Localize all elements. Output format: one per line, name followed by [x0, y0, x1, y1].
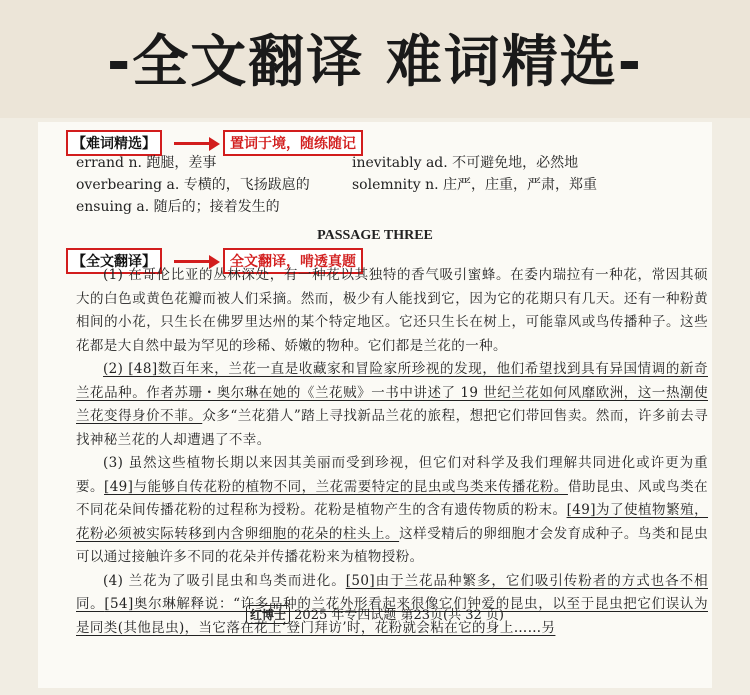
vocab-left-column [76, 152, 310, 218]
sentence: (4) 兰花为了吸引昆虫和鸟类而进化。 [103, 572, 346, 589]
translation-tag: 【全文翻译】 [66, 248, 162, 274]
underlined-sentence: [54]奥尔琳解释说：“许多品种的兰花外形看起来很像它们钟爱的昆虫，以至于昆虫把它们误认为是同类(其他昆虫)，当它落在花上‘登门拜访’时，花粉就会粘在它的身上……另 [76, 596, 708, 636]
vocab-note: 置词于境，随练随记 [223, 130, 363, 156]
arrow-icon [174, 142, 210, 145]
vocab-item: ensuing a. 随后的；接着发生的 [76, 199, 280, 215]
passage-body [76, 264, 708, 640]
passage-title: PASSAGE THREE [317, 228, 433, 243]
vocab-item: solemnity n. 庄严，庄重，严肃，郑重 [352, 177, 598, 193]
paragraph-1: (1) 在哥伦比亚的丛林深处，有一种花以其独特的香气吸引蜜蜂。在委内瑞拉有一种花，常因其硕大的白色或黄色花瓣而被人们采摘。然而，极少有人能找到它，因为它的花期只有几天。还有一种粉黄相间的小花，只生长在佛罗里达州的某个特定地区。它还只生长在树上，可能靠风或鸟传播种子。这些花都是大自然中最为罕见的珍稀、娇嫩的物种。它们都是兰花的一种。 [76, 267, 708, 354]
banner [0, 0, 750, 118]
underlined-sentence: [49]与能够自传花粉的植物不同，兰花需要特定的昆虫或鸟类来传播花粉。 [104, 478, 568, 495]
page-footer [38, 604, 712, 624]
paragraph-2 [76, 358, 708, 452]
vocab-tag: 【难词精选】 [66, 130, 162, 156]
footer-text: 2025 年专四试题 第23页(共 32 页) [294, 608, 504, 623]
document-page [38, 122, 712, 688]
underlined-sentence: [50]由于兰花品种繁多，它们吸引传粉者的方式也各不相同。 [76, 572, 708, 612]
underlined-sentence: (2) [48]数百年来，兰花一直是收藏家和冒险家所珍视的发现，他们希望找到具有异国情调的新奇兰花品种。作者苏珊・奥尔琳在她的《兰花贼》一书中讲述了 19 世纪兰花如何风靡欧洲，这一热潮使兰花变得身价不菲。 [76, 361, 708, 424]
sentence: 这样受精后的卵细胞才会发育成种子。鸟类和昆虫可以通过接触许多不同的花朵并传播花粉来为植物授粉。 [76, 525, 708, 565]
vocab-item: overbearing a. 专横的，飞扬跋扈的 [76, 177, 310, 193]
vocab-item: errand n. 跑腿，差事 [76, 155, 217, 171]
vocab-right-column [352, 152, 597, 196]
arrow-icon [174, 260, 210, 263]
paragraph-3 [76, 452, 708, 570]
vocab-item: inevitably ad. 不可避免地，必然地 [352, 155, 579, 171]
sentence: 借助昆虫、风或鸟类在不同花朵间传播花粉的过程称为授粉。花粉是植物产生的含有遗传物质的粉末。 [76, 478, 708, 518]
underlined-sentence: [49]为了使植物繁殖，花粉必须被实际转移到内含卵细胞的花朵的柱头上。 [76, 502, 709, 542]
sentence: (3) 虽然这些植物长期以来因其美丽而受到珍视，但它们对科学及我们理解共同进化或许更为重要。 [76, 455, 708, 495]
translation-note: 全文翻译，啃透真题 [223, 248, 363, 274]
brand-logo: 红博士 [246, 605, 290, 624]
sentence: 众多“兰花猎人”踏上寻找新品兰花的旅程，想把它们带回售卖。然而，许多前去寻找神秘兰花的人却遭遇了不幸。 [76, 408, 708, 448]
banner-title: -全文翻译 难词精选- [107, 30, 643, 95]
